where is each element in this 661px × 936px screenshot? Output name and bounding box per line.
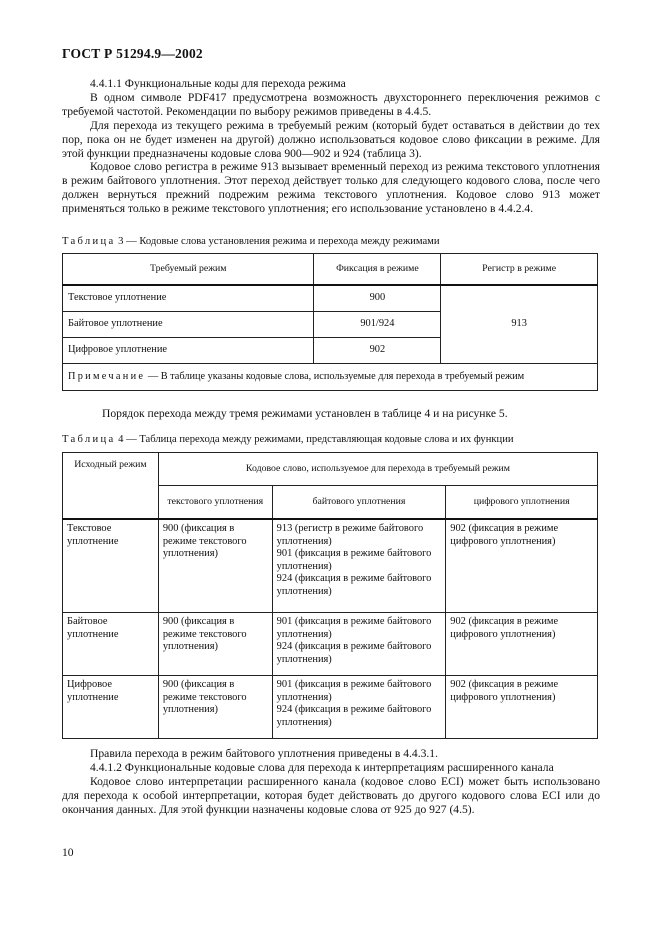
paragraph: Кодовое слово регистра в режиме 913 вызывает временный переход из режима текстового уплотнения в режим байтового уплотнения. Этот переход действует только для следующего кодового слова, после чего должен вернуться прежний подрежим режима текстового уплотнения. Кодовое слово 913 может применяться только в режиме текстового уплотнения; его использование установлено в 4.4.2.4. — [62, 160, 600, 216]
table4-numeric-cell: 902 (фиксация в режиме цифрового уплотнения) — [446, 519, 598, 613]
paragraph: Кодовое слово интерпретации расширенного канала (кодовое слово ECI) может быть использовано для перехода к особой интерпретации, которая будет действовать до другого кодового слова ECI или до окончания данных. Для этой функции назначены кодовые слова от 925 до 927 (4.5). — [62, 774, 600, 816]
table-row — [63, 285, 598, 312]
table3-header-row — [63, 254, 598, 286]
table3-shift-cell: 913 — [441, 285, 598, 364]
table4-text-cell: 900 (фиксация в режиме текстового уплотнения) — [158, 613, 272, 676]
section-heading-4-4-1-2: 4.4.1.2 Функциональные кодовые слова для перехода к интерпретациям расширенного канала — [90, 760, 554, 774]
table3-caption-label: Таблица — [62, 236, 116, 247]
table4-numeric-cell: 902 (фиксация в режиме цифрового уплотнения) — [446, 676, 598, 739]
table3-header-cell: Фиксация в режиме — [314, 254, 441, 286]
paragraph: Правила перехода в режим байтового уплотнения приведены в 4.4.3.1. — [90, 747, 438, 760]
table4-caption — [62, 433, 602, 446]
table3-mode-cell: Байтовое уплотнение — [63, 312, 314, 338]
table4-text-cell: 900 (фиксация в режиме текстового уплотнения) — [158, 676, 272, 739]
table-row — [63, 519, 598, 613]
table3-caption-text: 3 — Кодовые слова установления режима и перехода между режимами — [118, 236, 440, 247]
table4-subheader-cell: цифрового уплотнения — [446, 486, 598, 520]
table3-note — [63, 364, 598, 391]
table4-source-cell: Байтовое уплотнение — [63, 613, 159, 676]
table3-header-cell: Требуемый режим — [63, 254, 314, 286]
table3-note-text: — В таблице указаны кодовые слова, используемые для перехода в требуемый режим — [145, 370, 525, 382]
table4-byte-cell — [272, 519, 446, 613]
mid-section — [62, 407, 600, 421]
table4-byte-cell — [272, 613, 446, 676]
table4-text-cell: 900 (фиксация в режиме текстового уплотнения) — [158, 519, 272, 613]
table3-latch-cell: 901/924 — [314, 312, 441, 338]
table4-byte-line: 924 (фиксация в режиме байтового уплотнения) — [276, 573, 432, 597]
table-row — [63, 613, 598, 676]
table3-mode-cell: Текстовое уплотнение — [63, 285, 314, 312]
table4-byte-line: 901 (фиксация в режиме байтового уплотнения) — [276, 679, 432, 703]
table4-byte-line: 924 (фиксация в режиме байтового уплотнения) — [276, 641, 432, 665]
table-4 — [62, 452, 598, 739]
table4-header-group: Кодовое слово, используемое для перехода в требуемый режим — [158, 453, 597, 486]
table3-note-label: Примечание — [68, 370, 146, 382]
table3-caption — [62, 235, 602, 248]
page-number: 10 — [62, 846, 74, 859]
table4-source-cell: Цифровое уплотнение — [63, 676, 159, 739]
table4-byte-cell — [272, 676, 446, 739]
table4-source-cell: Текстовое уплотнение — [63, 519, 159, 613]
table-row — [63, 676, 598, 739]
table4-byte-line: 924 (фиксация в режиме байтового уплотнения) — [276, 704, 432, 728]
table3-latch-cell: 900 — [314, 285, 441, 312]
paragraph: Порядок перехода между тремя режимами установлен в таблице 4 и на рисунке 5. — [102, 407, 508, 420]
table4-header-source: Исходный режим — [63, 453, 159, 520]
paragraph: В одном символе PDF417 предусмотрена возможность двухстороннего переключения режимов с требуемой частотой. Рекомендации по выбору режимов приведены в 4.4.5. — [62, 90, 600, 118]
paragraph: Для перехода из текущего режима в требуемый режим (который будет оставаться в действии до тех пор, пока он не будет изменен на другой) должно использоваться кодовое слово фиксации в режиме. Для этой функции предназначены кодовые слова 900—902 и 924 (таблица 3). — [62, 118, 600, 160]
table4-caption-text: 4 — Таблица перехода между режимами, представляющая кодовые слова и их функции — [118, 434, 514, 445]
table4-subheader-cell: байтового уплотнения — [272, 486, 446, 520]
table4-byte-line: 901 (фиксация в режиме байтового уплотнения) — [276, 548, 432, 572]
table4-byte-line: 901 (фиксация в режиме байтового уплотнения) — [276, 616, 432, 640]
document-header: ГОСТ Р 51294.9—2002 — [62, 46, 203, 61]
table4-byte-line: 913 (регистр в режиме байтового уплотнения) — [276, 523, 424, 547]
intro-section — [62, 77, 600, 216]
table4-numeric-cell: 902 (фиксация в режиме цифрового уплотнения) — [446, 613, 598, 676]
table3-mode-cell: Цифровое уплотнение — [63, 338, 314, 364]
table4-caption-label: Таблица — [62, 434, 116, 445]
outro-section — [62, 747, 600, 817]
table3-latch-cell: 902 — [314, 338, 441, 364]
section-heading-4-4-1-1: 4.4.1.1 Функциональные коды для перехода режима — [90, 77, 346, 90]
table3-header-cell: Регистр в режиме — [441, 254, 598, 286]
table4-header-row — [63, 453, 598, 486]
table4-subheader-cell: текстового уплотнения — [158, 486, 272, 520]
table-3 — [62, 253, 598, 391]
table3-note-row — [63, 364, 598, 391]
